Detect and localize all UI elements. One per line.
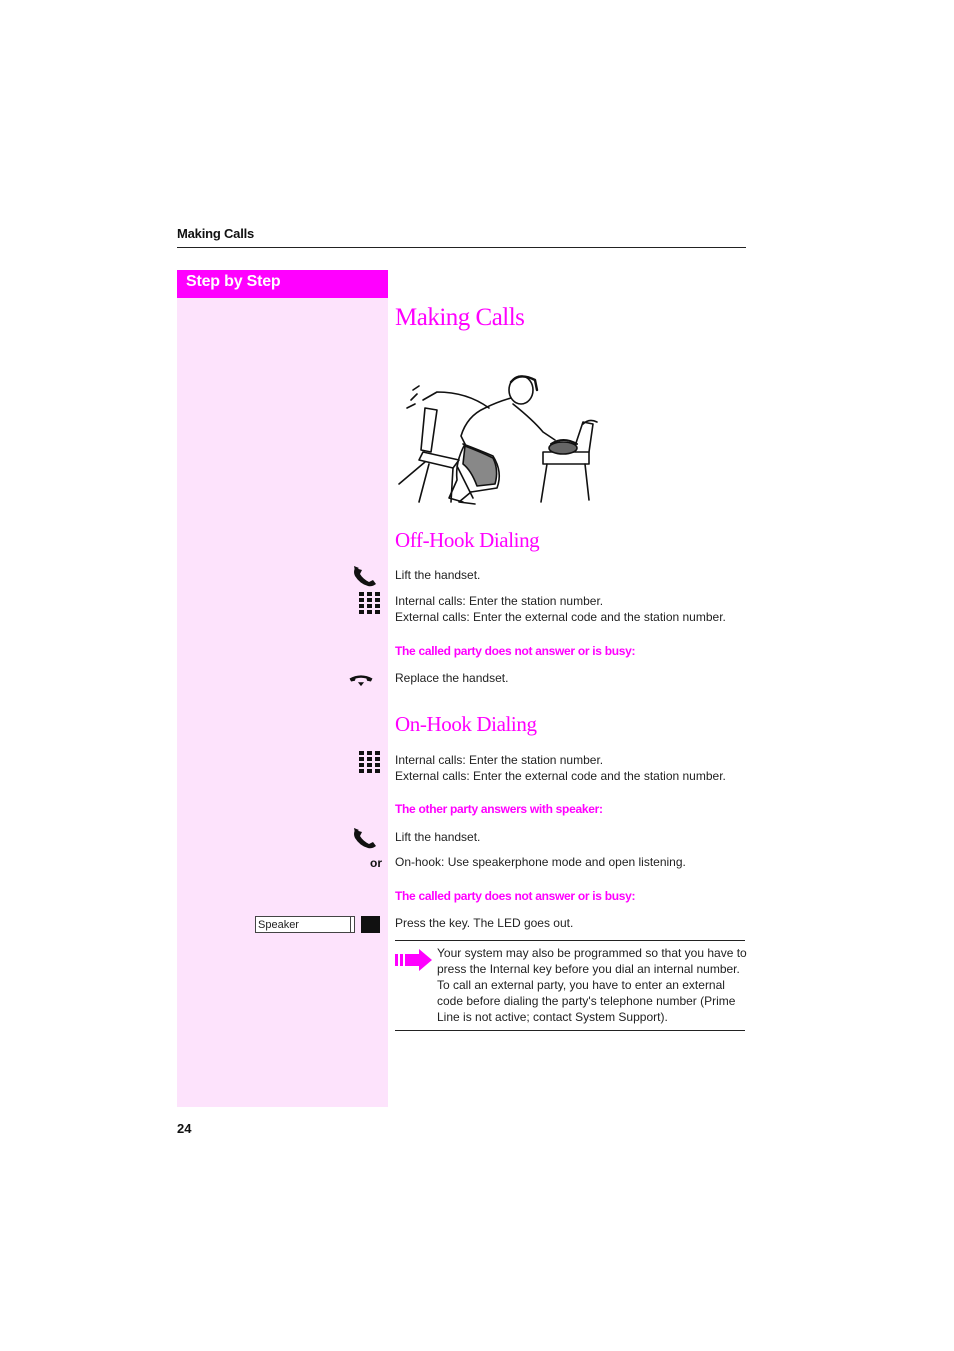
note-arrow-icon xyxy=(395,948,433,972)
sidebar-title: Step by Step xyxy=(186,273,281,290)
lift-handset-icon xyxy=(352,564,378,588)
keypad-icon xyxy=(357,591,383,615)
person-reaching-for-phone-illustration xyxy=(393,352,615,510)
note-bottom-rule xyxy=(395,1030,745,1031)
speaker-key[interactable]: Speaker xyxy=(255,916,355,933)
replace-handset-icon xyxy=(348,668,374,692)
instruction-replace-handset: Replace the handset. xyxy=(395,671,509,685)
or-label: or xyxy=(370,856,382,870)
instruction-external-calls: External calls: Enter the external code and the station number. xyxy=(395,610,726,624)
section-heading-off-hook: Off-Hook Dialing xyxy=(395,528,540,552)
instruction-lift-handset: Lift the handset. xyxy=(395,568,481,582)
instruction-press-key: Press the key. The LED goes out. xyxy=(395,916,574,930)
keypad-icon xyxy=(357,750,383,774)
section-heading-on-hook: On-Hook Dialing xyxy=(395,712,537,736)
instruction-onhook-listening: On-hook: Use speakerphone mode and open listening. xyxy=(395,855,686,869)
header-rule xyxy=(177,247,746,248)
instruction-internal-calls: Internal calls: Enter the station number. xyxy=(395,753,604,767)
condition-no-answer: The called party does not answer or is busy: xyxy=(395,889,636,903)
page-number: 24 xyxy=(177,1121,192,1136)
instruction-internal-calls: Internal calls: Enter the station number. xyxy=(395,594,604,608)
speaker-led xyxy=(361,916,380,933)
page-title: Making Calls xyxy=(395,304,525,331)
instruction-external-calls: External calls: Enter the external code and the station number. xyxy=(395,769,726,783)
instruction-lift-handset: Lift the handset. xyxy=(395,830,481,844)
note-top-rule xyxy=(395,940,745,941)
note-text: Your system may also be programmed so that you have to press the Internal key before you dial an internal number. To call an external party, you have to enter an external code before dialing the party's telephone number (Prime Line is not active; contact System Support). xyxy=(437,946,747,1024)
lift-handset-icon xyxy=(352,826,378,850)
running-header: Making Calls xyxy=(177,226,255,241)
condition-no-answer: The called party does not answer or is busy: xyxy=(395,644,636,658)
condition-speaker-answers: The other party answers with speaker: xyxy=(395,802,603,816)
